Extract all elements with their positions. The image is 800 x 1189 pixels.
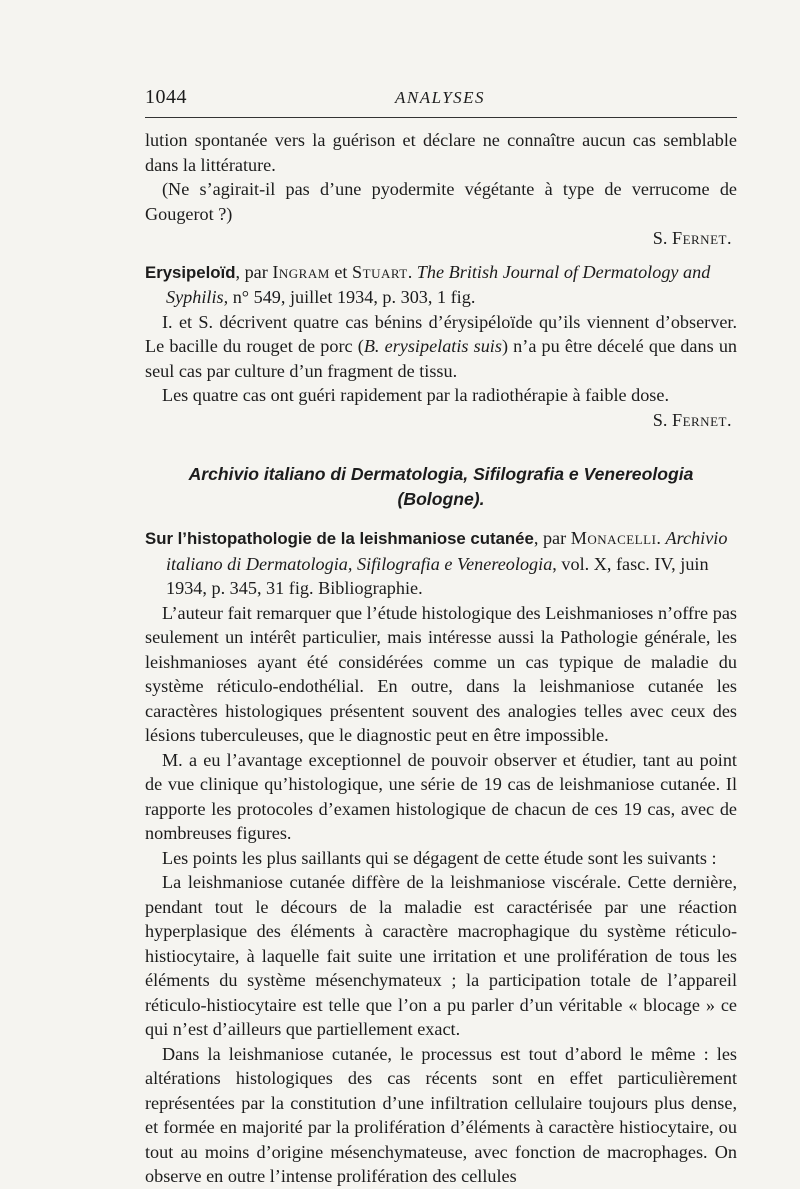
text-run: . [407, 261, 417, 282]
text-run: L’auteur fait remarquer que l’étude histologique des Leishmanioses n’offre pas seulement un intérêt particulier, mais intéresse aussi la Pathologie générale, les leishmanioses ayant été considérées comme un cas typique de maladie du système réticulo-endothélial. En outre, dans la leishmaniose cutanée les caractères histologiques présentent souvent des analogies telles avec ceux des lésions tuberculeuses, que le diagnostic peut en être impossible. [145, 602, 737, 745]
text-run: Fernet. [671, 409, 732, 430]
text-run: (Ne s’agirait-il pas d’une pyodermite végétante à type de verrucome de Gougerot ?) [145, 179, 737, 224]
text-run: La leishmaniose cutanée diffère de la leishmaniose viscérale. Cette dernière, pendant tout le décours de la maladie est caractérisée par une réaction hyperplasique des éléments à caractère macrophagique du système réticulo-histiocytaire, à laquelle fait suite une irritation et une prolifération de tous les éléments du système mésenchymateux ; la participation totale de l’appareil réticulo-histiocytaire est telle que l’on a pu parler d’un véritable « blocage » ce qui n’est d’ailleurs que partiellement exact. [145, 872, 737, 1039]
text-run: Archivio italiano di Dermatologia, Sifilografia e Venereologia [166, 528, 728, 574]
text-run: B. erysipelatis suis [363, 336, 502, 356]
text-run: Les points les plus saillants qui se dégagent de cette étude sont les suivants : [162, 847, 717, 868]
page-number: 1044 [145, 86, 187, 108]
paragraph [145, 1042, 737, 1189]
text-run: et [329, 261, 353, 282]
text-run: lution spontanée vers la guérison et déclare ne connaître aucun cas semblable dans la littérature. [145, 130, 737, 175]
text-run: Erysipeloïd [145, 262, 236, 282]
text-run: Dans la leishmaniose cutanée, le processus est tout d’abord le même : les altérations histologiques des cas récents sont en effet particulièrement représentées par la constitution d’une infiltration cellulaire toujours plus dense, et formée en majorité par la prolifération d’éléments à caractère histiocytaire, ou tout au moins d’origine mésenchymateuse, avec fonction de macrophages. On observe en outre l’intense prolifération des cellules [145, 1043, 737, 1186]
article-body [145, 128, 737, 1189]
text-run: Fernet. [671, 228, 732, 248]
text-run: ) n’a pu être décelé que dans un seul cas par culture d’un fragment de tissu. [145, 336, 738, 381]
header-rule [145, 117, 737, 118]
paragraph [145, 601, 737, 748]
text-run: The British Journal of Dermatology and Syphilis, [166, 261, 711, 307]
text-run: , par [235, 261, 273, 282]
text-run: S. [652, 228, 672, 248]
text-run: Archivio italiano di Dermatologia, Sifilografia e Venereologia (Bologne). [188, 464, 694, 509]
text-run: Stuart [352, 261, 408, 282]
signature [145, 408, 737, 433]
text-run: , par [533, 528, 571, 548]
paragraph [145, 846, 737, 871]
running-title: ANALYSES [394, 88, 486, 107]
text-run: S. [652, 409, 672, 430]
text-run: I. et S. décrivent quatre cas bénins d’érysipéloïde qu’ils viennent d’observer. Le bacille du rouget de porc ( [145, 311, 737, 356]
paragraph-continuation [145, 128, 737, 177]
text-run: M. a eu l’avantage exceptionnel de pouvoir observer et étudier, tant au point de vue clinique qu’histologique, une série de 19 cas de leishmaniose cutanée. Il rapporte les protocoles d’examen histologique de chacun de ces 19 cas, avec de nombreuses figures. [145, 749, 737, 843]
text-run: Les quatre cas ont guéri rapidement par la radiothérapie à faible dose. [162, 385, 670, 405]
text-run: Monacelli [570, 528, 657, 548]
paragraph [145, 310, 737, 384]
entry-leishmaniose [145, 526, 737, 601]
page-header [145, 86, 735, 112]
text-run: . [656, 528, 666, 548]
section-heading [145, 462, 737, 512]
text-run: , vol. X, fasc. IV, juin 1934, p. 345, 31 fig. Bibliographie. [166, 553, 709, 598]
entry-erysipeloid [145, 260, 737, 310]
text-run: n° 549, juillet 1934, p. 303, 1 fig. [228, 287, 476, 307]
paragraph-comment [145, 177, 737, 226]
signature [145, 226, 737, 251]
paragraph [145, 870, 737, 1042]
paragraph [145, 748, 737, 846]
paragraph [145, 383, 737, 408]
text-run: Ingram [272, 261, 330, 282]
text-run: Sur l’histopathologie de la leishmaniose cutanée [145, 529, 534, 548]
